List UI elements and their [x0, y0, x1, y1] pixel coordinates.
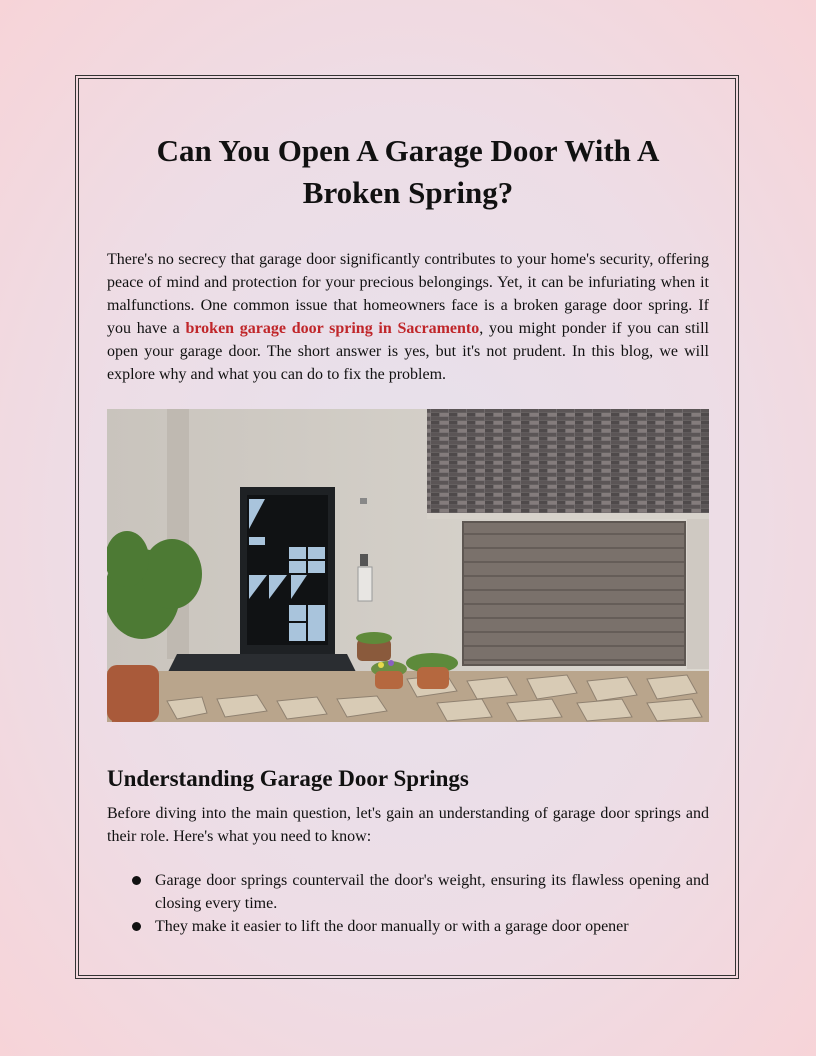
list-item-text: Garage door springs countervail the door's weight, ensuring its flawless opening and closing every time.: [155, 872, 709, 912]
bullet-icon: [132, 922, 141, 931]
section-heading: Understanding Garage Door Springs: [107, 766, 469, 791]
list-item: [107, 869, 709, 915]
list-item-text: They make it easier to lift the door manually or with a garage door opener: [155, 918, 629, 935]
intro-paragraph: [107, 248, 709, 386]
garage-house-photo: [107, 409, 709, 722]
intro-text-after: , you might ponder if you can still open your garage door. The short answer is yes, but it's not prudent. In this blog, we will explore why and what you can do to fix the problem.: [107, 320, 709, 383]
bullet-icon: [132, 876, 141, 885]
list-item: [107, 915, 709, 938]
document-body: [107, 130, 709, 938]
page-title: Can You Open A Garage Door With A Broken Spring?: [156, 133, 660, 210]
intro-text-before: There's no secrecy that garage door significantly contributes to your home's security, offering peace of mind and protection for your precious belongings. Yet, it can be infuriating when it malfunctions. One common issue that homeowners face is a broken garage door spring. If you have a: [107, 251, 709, 337]
section-paragraph: Before diving into the main question, let's gain an understanding of garage door springs and their role. Here's what you need to know:: [107, 805, 709, 845]
bullet-list: [107, 869, 709, 938]
sacramento-spring-link[interactable]: broken garage door spring in Sacramento: [185, 320, 480, 337]
